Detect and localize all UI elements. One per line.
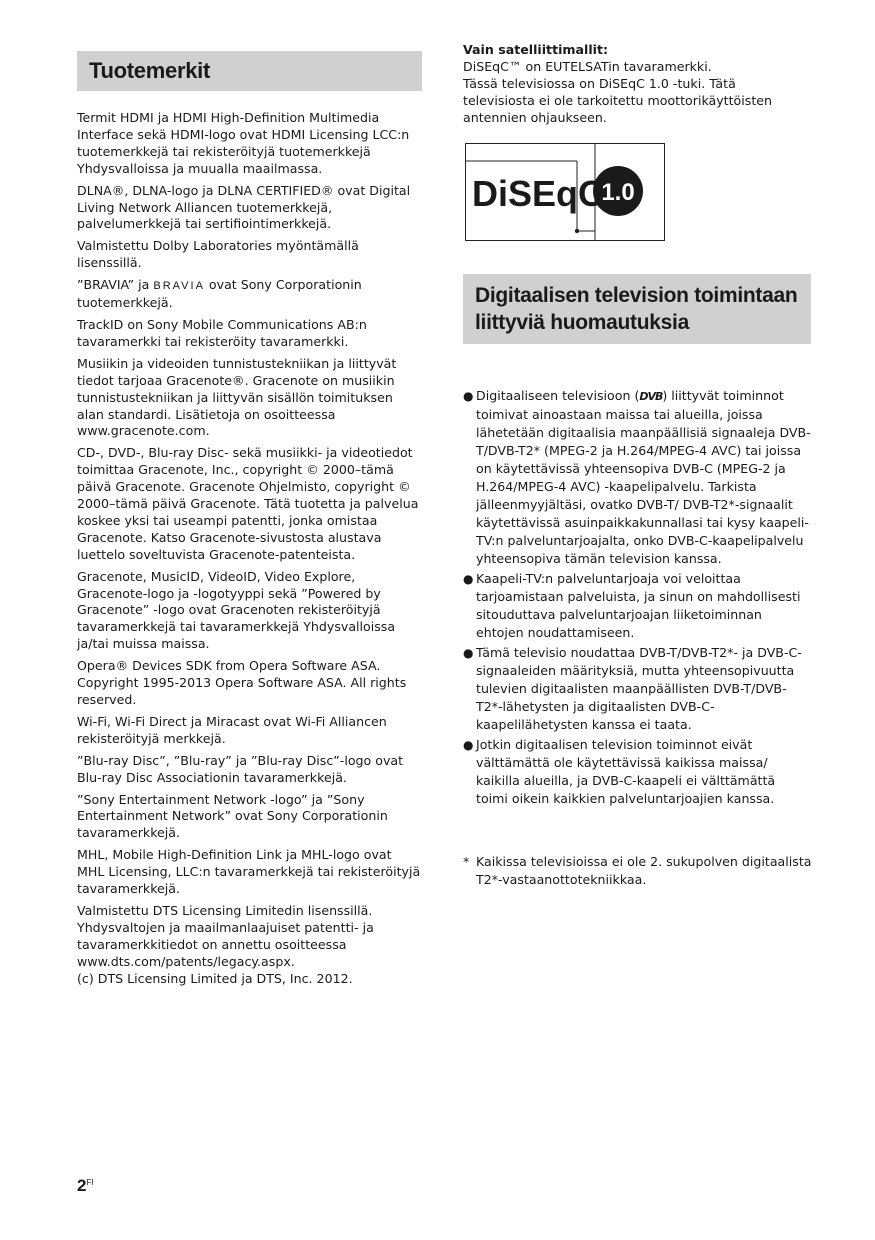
gracenote-copyright-paragraph: CD-, DVD-, Blu-ray Disc- sekä musiikki- ja videotiedot toimittaa Gracenote, Inc., copyright © 2000–tämä päivä Gracenote. Gracenote Ohjelmisto, copyright © 2000–tämä päivä Gracenote. Tätä tuotetta ja palvelua koskee yksi tai useampi patentti, jonka omistaa Gracenote. Katso Gracenote-sivustosta alustava luettelo soveltuvista Gracenote-patenteista.: [77, 445, 419, 562]
bravia-paragraph: [77, 277, 422, 312]
bravia-logo: BRAVIA: [153, 280, 205, 293]
dts-paragraph: Valmistettu DTS Licensing Limitedin lisenssillä. Yhdysvaltojen ja maailmanlaajuiset patentti- ja tavaramerkkitiedot on annettu osoitteessa www.dts.com/patents/legacy.aspx.: [77, 902, 374, 969]
bullet-dot-icon: ●: [463, 572, 474, 586]
bravia-text-before: ”BRAVIA” ja: [77, 277, 150, 293]
bravia-text-after: ovat Sony Corporationin tuotemerkkejä.: [77, 277, 362, 311]
sen-paragraph: ”Sony Entertainment Network -logo” ja ”Sony Entertainment Network” ovat Sony Corporationin tavaramerkkejä.: [77, 791, 388, 841]
note-item: [463, 644, 811, 734]
diseqc-support-line: Tässä televisiossa on DiSEqC 1.0 -tuki. Tätä televisiosta ei ole tarkoitettu moottorikäyttöisten antennien ohjaukseen.: [463, 75, 772, 125]
dlna-paragraph: DLNA®, DLNA-logo ja DLNA CERTIFIED® ovat Digital Living Network Alliancen tuotemerkkejä, palvelumerkkejä tai sertifiointimerkkejä.: [77, 182, 411, 232]
wifi-paragraph: Wi-Fi, Wi-Fi Direct ja Miracast ovat Wi-Fi Alliancen rekisteröityjä merkkejä.: [77, 713, 387, 746]
page-number-value: 2: [77, 1176, 87, 1195]
note-item: [463, 570, 811, 642]
digital-tv-notes: [463, 387, 811, 810]
digital-tv-heading: Digitaalisen television toimintaan liittyviä huomautuksia: [463, 274, 811, 344]
gracenote-trademarks-paragraph: Gracenote, MusicID, VideoID, Video Explore, Gracenote-logo ja -logotyyppi sekä ”Powered by Gracenote” -logo ovat Gracenoten rekisteröityjä tavaramerkkejä tai tavaramerkkejä Yhdysvalloissa ja/tai muissa maissa.: [77, 568, 396, 652]
note-text-after: ) liittyvät toiminnot toimivat ainoastaan maissa tai alueilla, joissa lähetetään digitaalisia maanpäällisiä signaaleja DVB-T/DVB-T2* (MPEG-2 ja H.264/MPEG-4 AVC) tai joissa on käytettävissä yhteensopiva DVB-C (MPEG-2 ja H.264/MPEG-4 AVC) -kaapelipalvelu. Tarkista jälleenmyyjältäsi, ovatko DVB-T/ DVB-T2*-signaalit käytettävissä asuinpaikkakunnallasi tai kysy kaapeli- TV:n palveluntarjoajalta, onko DVB-C-kaapelipalvelu yhteensopiva tämän television kanssa.: [476, 388, 811, 566]
note-text: Tämä televisio noudattaa DVB-T/DVB-T2*- ja DVB-C-signaaleiden määrityksiä, mutta yhteensopivuutta tulevien digitaalisten maanpäällisten DVB-T/DVB-T2*-lähetysten ja digitaalisten DVB-C-kaapelilähetysten kanssa ei taata.: [476, 645, 802, 732]
page-language-code: FI: [86, 1178, 94, 1187]
note-item: [463, 387, 811, 568]
trackid-paragraph: TrackID on Sony Mobile Communications AB:n tavaramerkki tai rekisteröity tavaramerkki.: [77, 316, 367, 349]
mhl-paragraph: MHL, Mobile High-Definition Link ja MHL-logo ovat MHL Licensing, LLC:n tavaramerkkejä tai rekisteröityjä tavaramerkkejä.: [77, 847, 421, 897]
satellite-block: [463, 42, 811, 127]
bullet-dot-icon: ●: [463, 738, 474, 752]
gracenote-paragraph: Musiikin ja videoiden tunnistustekniikan ja liittyvät tiedot tarjoaa Gracenote®. Gracenote on musiikin tunnistustekniikan ja liittyvän sisällön toimituksen alan standardi. Lisätietoja on osoitteessa www.gracenote.com.: [77, 355, 397, 439]
diseqc-trademark-line: DiSEqC™ on EUTELSATin tavaramerkki.: [463, 58, 712, 74]
diseqc-logo-text: DiSEqC: [472, 173, 605, 214]
satellite-title: Vain satelliittimallit:: [463, 42, 609, 57]
bluray-paragraph: ”Blu-ray Disc”, ”Blu-ray” ja ”Blu-ray Disc”-logo ovat Blu-ray Disc Associationin tavaramerkkejä.: [77, 752, 404, 785]
dolby-paragraph: Valmistettu Dolby Laboratories myöntämällä lisenssillä.: [77, 238, 359, 271]
trademarks-heading: Tuotemerkit: [77, 51, 422, 91]
note-text-before: Digitaaliseen televisioon (: [476, 388, 640, 403]
trademarks-text: [77, 110, 422, 993]
t2-footnote: [463, 853, 824, 889]
note-text: Jotkin digitaalisen television toiminnot eivät välttämättä ole käytettävissä kaikissa maissa/ kaikilla alueilla, ja DVB-C-kaapeli ei välttämättä toimi oikein kaikkien palveluntarjoajien kanssa.: [476, 737, 776, 806]
diseqc-logo: [465, 143, 665, 241]
dts-copyright: (c) DTS Licensing Limited ja DTS, Inc. 2012.: [77, 970, 353, 986]
page-number: [77, 1176, 94, 1196]
note-text: Kaapeli-TV:n palveluntarjoaja voi veloittaa tarjoamistaan palveluista, ja sinun on mahdollisesti sitouduttava palveluntarjoajan liiketoiminnan ehtojen noudattamiseen.: [476, 571, 801, 640]
hdmi-paragraph: Termit HDMI ja HDMI High-Definition Multimedia Interface sekä HDMI-logo ovat HDMI Licensing LCC:n tuotemerkkejä tai rekisteröityjä tuotemerkkejä Yhdysvalloissa ja muualla maailmassa.: [77, 110, 410, 176]
diseqc-logo-version: 1.0: [601, 179, 635, 206]
bullet-dot-icon: ●: [463, 389, 474, 403]
opera-paragraph: Opera® Devices SDK from Opera Software ASA. Copyright 1995-2013 Opera Software ASA. All rights reserved.: [77, 658, 407, 707]
dvb-logo-icon: DVB: [639, 390, 663, 403]
bullet-dot-icon: ●: [463, 646, 474, 660]
footnote-marker: *: [463, 854, 470, 869]
footnote-text: Kaikissa televisioissa ei ole 2. sukupolven digitaalista T2*-vastaanottotekniikkaa.: [476, 854, 812, 887]
note-item: [463, 736, 811, 808]
